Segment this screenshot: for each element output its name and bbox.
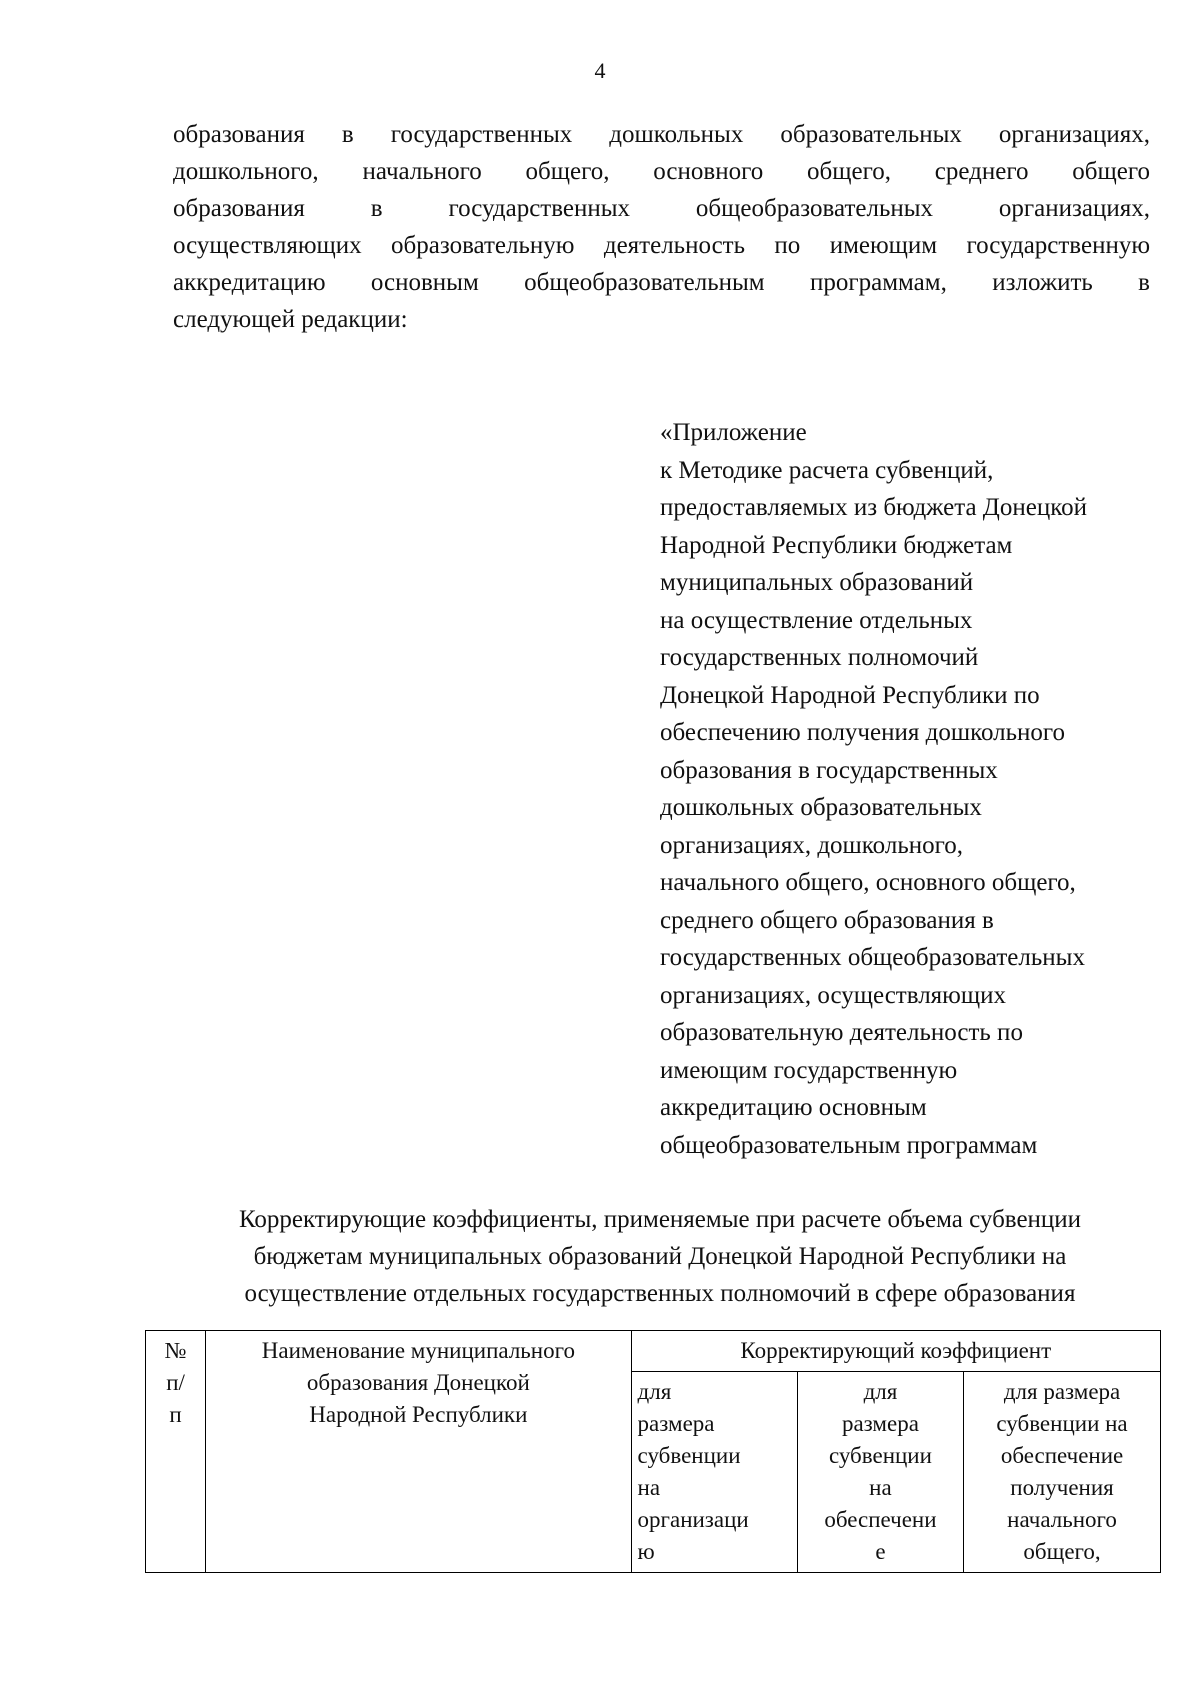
body-paragraph	[173, 116, 1150, 338]
appendix-line: к Методике расчета субвенций,	[660, 456, 994, 484]
header-municipality-name	[206, 1331, 631, 1573]
appendix-line: муниципальных образований	[660, 569, 974, 596]
body-line: аккредитацию основным общеобразовательным программам, изложить в	[173, 269, 1150, 296]
body-line: осуществляющих образовательную деятельность по имеющим государственную	[173, 232, 1150, 259]
appendix-line: обеспечению получения дошкольного	[660, 719, 1066, 746]
subheader-line: ю	[637, 1539, 655, 1564]
appendix-line: образовательную деятельность по	[660, 1019, 1023, 1046]
appendix-line: «Приложение	[660, 419, 807, 446]
appendix-line: начального общего, основного общего,	[660, 869, 1076, 896]
appendix-header	[660, 414, 1160, 1164]
body-line: образования в государственных общеобразовательных организациях,	[173, 195, 1150, 222]
subheader-line: общего,	[1023, 1539, 1101, 1564]
appendix-line: общеобразовательным программам	[660, 1131, 1038, 1159]
header-name-line: Наименование муниципального	[261, 1338, 575, 1363]
appendix-line: дошкольных образовательных	[660, 794, 982, 821]
subheader-line: субвенции на	[996, 1411, 1128, 1436]
header-number-line: №	[164, 1338, 187, 1363]
appendix-line: государственных полномочий	[660, 644, 979, 671]
subheader-line: для	[637, 1379, 672, 1404]
subheader-general-education	[964, 1372, 1161, 1573]
subheader-line: на	[637, 1475, 661, 1500]
table-header-row	[146, 1331, 1161, 1372]
appendix-line: Народной Республики бюджетам	[660, 531, 1013, 559]
header-name-line: Народной Республики	[309, 1402, 528, 1427]
appendix-line: аккредитацию основным	[660, 1094, 927, 1121]
appendix-line: организациях, дошкольного,	[660, 831, 963, 859]
header-name-line: образования Донецкой	[306, 1370, 530, 1395]
appendix-line: образования в государственных	[660, 756, 998, 784]
subheader-line: е	[875, 1539, 886, 1564]
subheader-line: обеспечени	[824, 1507, 937, 1532]
appendix-line: организациях, осуществляющих	[660, 981, 1006, 1009]
table-title-line: бюджетам муниципальных образований Донецкой Народной Республики на	[253, 1243, 1067, 1270]
table-title-line: Корректирующие коэффициенты, применяемые при расчете объема субвенции	[238, 1206, 1082, 1233]
appendix-line: имеющим государственную	[660, 1056, 958, 1084]
header-number-line: п/	[166, 1370, 185, 1395]
header-number	[146, 1331, 206, 1573]
appendix-line: на осуществление отдельных	[660, 606, 973, 634]
appendix-line: предоставляемых из бюджета Донецкой	[660, 494, 1087, 521]
subheader-provision	[797, 1372, 963, 1573]
body-line: дошкольного, начального общего, основного общего, среднего общего	[173, 158, 1150, 185]
subheader-line: размера	[637, 1411, 715, 1436]
subheader-line: субвенции	[637, 1443, 741, 1468]
subheader-line: обеспечение	[1000, 1443, 1124, 1468]
header-correction-coefficient: Корректирующий коэффициент	[631, 1331, 1160, 1372]
subheader-line: для размера	[1003, 1379, 1121, 1404]
header-number-line: п	[169, 1402, 182, 1427]
body-line: образования в государственных дошкольных образовательных организациях,	[173, 121, 1150, 148]
table-title-line: осуществление отдельных государственных полномочий в сфере образования	[244, 1280, 1076, 1307]
subheader-line: для	[863, 1379, 898, 1404]
subheader-line: организаци	[637, 1507, 749, 1532]
subheader-organization	[631, 1372, 797, 1573]
appendix-line: среднего общего образования в	[660, 906, 994, 934]
subheader-line: субвенции	[828, 1443, 932, 1468]
appendix-line: государственных общеобразовательных	[660, 944, 1085, 971]
subheader-line: начального	[1007, 1507, 1117, 1532]
subheader-line: на	[869, 1475, 892, 1500]
appendix-line: Донецкой Народной Республики по	[660, 681, 1040, 709]
subheader-line: получения	[1010, 1475, 1114, 1500]
table-title	[140, 1201, 1180, 1312]
body-line: следующей редакции:	[173, 306, 408, 333]
coefficients-table	[145, 1330, 1161, 1573]
page-number: 4	[594, 58, 606, 83]
subheader-line: размера	[841, 1411, 919, 1436]
